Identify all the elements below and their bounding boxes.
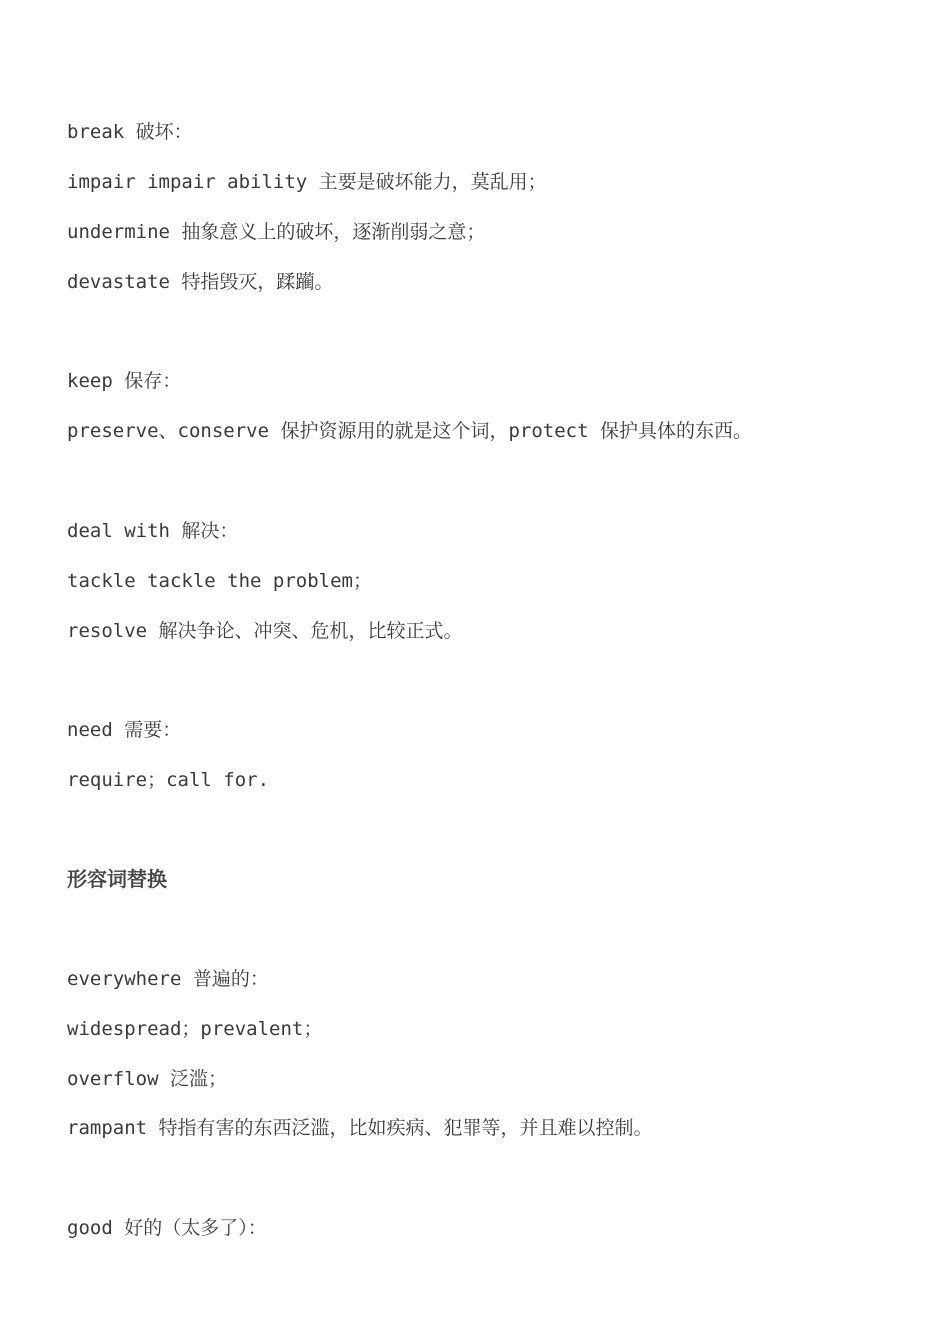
entry-line-widespread: widespread；prevalent； (67, 1018, 323, 1040)
entry-heading-everywhere: everywhere 普遍的： (67, 968, 269, 990)
entry-heading-deal-with: deal with 解决： (67, 520, 239, 542)
entry-line-overflow: overflow 泛滥； (67, 1068, 227, 1090)
entry-line-undermine: undermine 抽象意义上的破坏，逐渐削弱之意； (67, 221, 486, 243)
entry-heading-break: break 破坏： (67, 121, 193, 143)
section-heading-adjectives: 形容词替换 (67, 867, 167, 891)
entry-heading-need: need 需要： (67, 719, 182, 741)
entry-line-require: require；call for. (67, 769, 270, 791)
entry-heading-keep: keep 保存： (67, 370, 182, 392)
entry-line-preserve: preserve、conserve 保护资源用的就是这个词，protect 保护具体的东西。 (67, 420, 752, 442)
entry-line-impair: impair impair ability 主要是破坏能力，莫乱用； (67, 171, 547, 193)
entry-heading-good: good 好的（太多了）： (67, 1217, 267, 1239)
entry-line-rampant: rampant 特指有害的东西泛滥，比如疾病、犯罪等，并且难以控制。 (67, 1117, 653, 1139)
entry-line-devastate: devastate 特指毁灭，蹂躏。 (67, 271, 334, 293)
entry-line-tackle: tackle tackle the problem； (67, 570, 372, 592)
entry-line-resolve: resolve 解决争论、冲突、危机，比较正式。 (67, 620, 463, 642)
